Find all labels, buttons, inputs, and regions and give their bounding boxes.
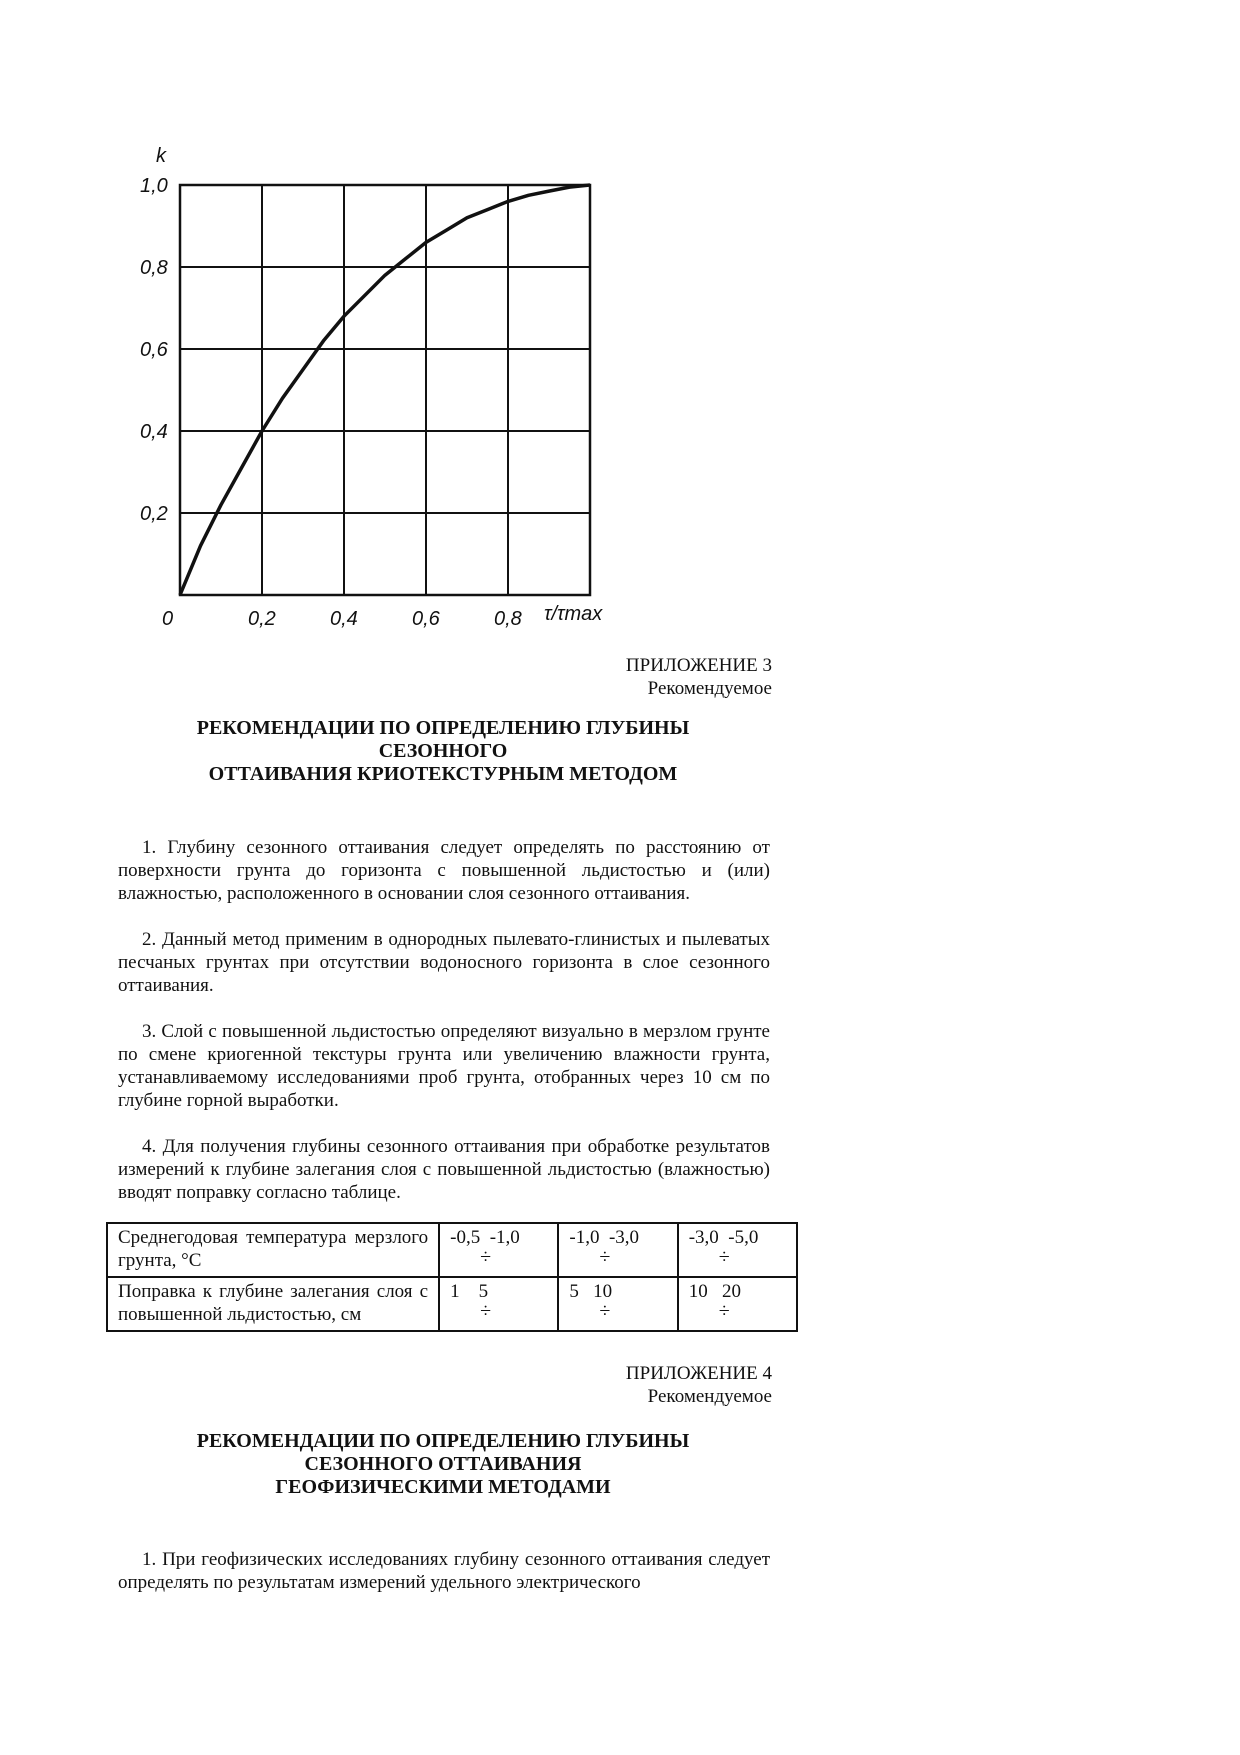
appendix-3-header	[626, 654, 772, 700]
appendix-3-kind: Рекомендуемое	[647, 678, 772, 699]
appendix-3-title-line-1: РЕКОМЕНДАЦИИ ПО ОПРЕДЕЛЕНИЮ ГЛУБИНЫ	[196, 717, 690, 739]
chart-curve-layer	[180, 185, 590, 595]
table-cell: -0,5 -1,0 ÷	[439, 1223, 558, 1277]
range-divider: ÷	[480, 1246, 492, 1268]
appendix-4-paragraph-1: 1. При геофизических исследованиях глубину сезонного оттаивания следует определять по результатам измерений удельного электрического	[118, 1549, 770, 1593]
range-divider: ÷	[599, 1300, 611, 1322]
appendix-4-title-line-3: ГЕОФИЗИЧЕСКИМИ МЕТОДАМИ	[275, 1476, 611, 1498]
appendix-4-header	[626, 1362, 772, 1408]
appendix-3-title	[118, 717, 768, 786]
x-tick-label: 0,4	[330, 608, 358, 630]
table-cell: 10 20 ÷	[678, 1277, 797, 1331]
table-cell: -3,0 -5,0 ÷	[678, 1223, 797, 1277]
x-tick-label: 0,8	[494, 608, 522, 630]
x-tick-label: 0	[162, 608, 174, 630]
y-tick-label: 1,0	[140, 175, 168, 197]
paragraph-4: 4. Для получения глубины сезонного оттаивания при обработке результатов измерений к глубине залегания слоя с повышенной льдистостью (влажностью) вводят поправку согласно таблице.	[118, 1136, 770, 1203]
paragraph-1: 1. Глубину сезонного оттаивания следует определять по расстоянию от поверхности грунта до горизонта с повышенной льдистостью и (или) влажностью, расположенного в основании слоя сезонного оттаивания.	[118, 837, 770, 904]
appendix-4-kind: Рекомендуемое	[647, 1386, 772, 1407]
table-row-label: Поправка к глубине залегания слоя с повышенной льдистостью, см	[107, 1277, 439, 1331]
table-row	[107, 1223, 797, 1277]
appendix-3-label: ПРИЛОЖЕНИЕ 3	[625, 655, 772, 676]
paragraph-3: 3. Слой с повышенной льдистостью определяют визуально в мерзлом грунте по смене криогенной текстуры грунта или увеличению влажности грунта, устанавливаемому исследованиями проб грунта, отобранных через 10 см по глубине горной выработки.	[118, 1021, 770, 1111]
table-row-label: Среднегодовая температура мерзлого грунта, °С	[107, 1223, 439, 1277]
y-axis-label: k	[156, 145, 166, 167]
appendix-4-title-line-1: РЕКОМЕНДАЦИИ ПО ОПРЕДЕЛЕНИЮ ГЛУБИНЫ	[196, 1430, 690, 1452]
plot-frame	[180, 185, 590, 595]
appendix-4-title	[118, 1430, 768, 1499]
y-tick-label: 0,4	[140, 421, 168, 443]
range-divider: ÷	[599, 1246, 611, 1268]
table-cell: -1,0 -3,0 ÷	[558, 1223, 677, 1277]
appendix-3-title-line-3: ОТТАИВАНИЯ КРИОТЕКСТУРНЫМ МЕТОДОМ	[208, 763, 678, 785]
table-cell: 5 10 ÷	[558, 1277, 677, 1331]
y-tick-label: 0,6	[140, 339, 168, 361]
x-axis-label: τ/τmax	[544, 603, 603, 625]
x-tick-label: 0,6	[412, 608, 440, 630]
appendix-3-title-line-2: СЕЗОННОГО	[378, 740, 508, 762]
series-line-k	[180, 185, 590, 595]
chart-grid	[180, 185, 590, 595]
x-tick-label: 0,2	[248, 608, 276, 630]
chart-ticks	[140, 175, 522, 630]
correction-table	[106, 1222, 798, 1332]
k-vs-time-chart	[140, 140, 630, 640]
y-tick-label: 0,8	[140, 257, 168, 279]
table-row	[107, 1277, 797, 1331]
paragraph-2: 2. Данный метод применим в однородных пылевато-глинистых и пылеватых песчаных грунтах при отсутствии водоносного горизонта в слое сезонного оттаивания.	[118, 929, 770, 996]
appendix-4-label: ПРИЛОЖЕНИЕ 4	[625, 1363, 772, 1384]
range-divider: ÷	[480, 1300, 492, 1322]
table-cell: 1 5 ÷	[439, 1277, 558, 1331]
appendix-4-title-line-2: СЕЗОННОГО ОТТАИВАНИЯ	[304, 1453, 582, 1475]
range-divider: ÷	[718, 1246, 730, 1268]
y-tick-label: 0,2	[140, 503, 168, 525]
range-divider: ÷	[718, 1300, 730, 1322]
